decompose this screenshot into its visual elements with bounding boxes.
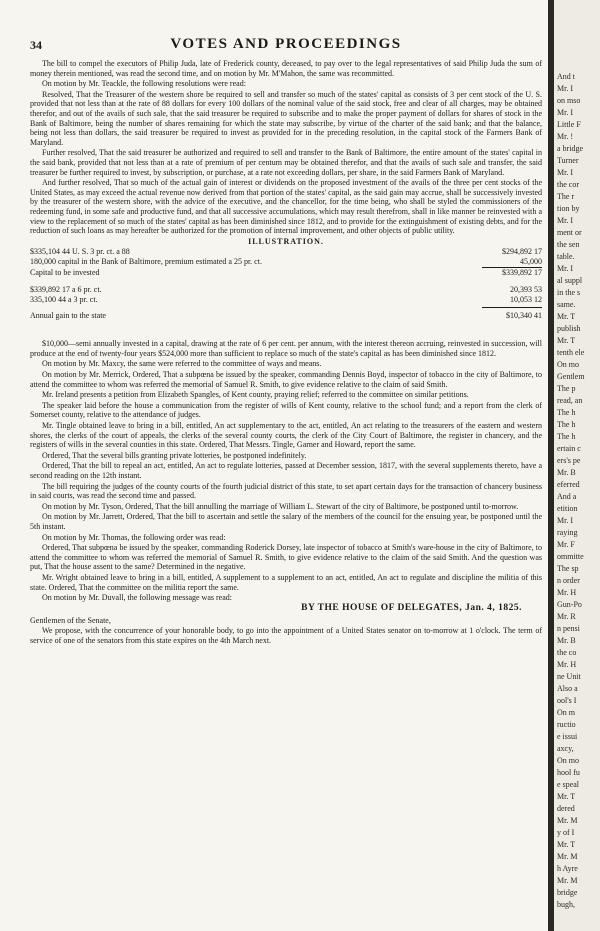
adjacent-page-fragment: e speal	[557, 780, 579, 789]
row-amount: $10,340 41	[506, 311, 542, 321]
adjacent-page-fragment: Mr. H	[557, 588, 577, 597]
adjacent-page-fragment: raying	[557, 528, 578, 537]
adjacent-page-fragment: ers's pe	[557, 456, 581, 465]
adjacent-page-fragment: Mr. B	[557, 636, 576, 645]
adjacent-page-fragment: Mr. B	[557, 468, 576, 477]
paragraph: On motion by Mr. Duvall, the following message was read:	[42, 593, 232, 603]
adjacent-page-fragment: etition	[557, 504, 578, 513]
paragraph: Further resolved, That the said treasurer be authorized and required to sell and transfer to the Bank of Baltimore, the entire amount of the states' capital in the said bank, provided that not less than at a rate of premium of per centum may be obtained therefor, and that the avails of such sale and transfer, the said treasurer be further required to invest, by subscription, or purchase, at a rate not exceeding dollars, per share, in the said Farmers Bank of Maryland.	[30, 148, 542, 177]
adjacent-page-fragment: Mr. H	[557, 660, 577, 669]
adjacent-page-fragment: The h	[557, 432, 576, 441]
adjacent-page-fragment: Mr. F	[557, 540, 575, 549]
adjacent-page-fragment: tenth ele	[557, 348, 585, 357]
adjacent-page-fragment: Turner	[557, 156, 579, 165]
paragraph: Ordered, That the bill to repeal an act, entitled, An act to regulate lotteries, passed at December session, 1817, with the several supplements thereto, have a second reading on the 12th instant.	[30, 461, 542, 480]
adjacent-page-edge	[554, 0, 600, 931]
message-heading-text: BY THE HOUSE OF DELEGATES, Jan. 4, 1825.	[301, 602, 522, 613]
adjacent-page-fragment: On mo	[557, 756, 579, 765]
adjacent-page-fragment: e issui	[557, 732, 578, 741]
bottom-paragraphs	[30, 339, 542, 602]
adjacent-page-fragment: Mr. I	[557, 108, 573, 117]
paragraph: On motion by Mr. Tyson, Ordered, That the bill annulling the marriage of William L. Stewart of the city of Baltimore, be postponed until to-morrow.	[42, 501, 519, 511]
row-label: Capital to be invested	[30, 268, 100, 278]
page-header	[30, 36, 542, 54]
adjacent-page-fragment: Mr. I	[557, 84, 573, 93]
paragraph: Resolved, That the Treasurer of the western shore be required to sell and transfer so much of the states' capital as consists of 3 per cent stock of the U. S. provided that not less than at the rate of 88 dollars for every 100 dollars of the nominal value of the said stock, free and clear of all charges, may be obtained therefor, and out of the avails of such sale, that the said treasurer be required to subscribe and to make the proper payment of dollars for shares of stock in the Bank of Baltimore, being the number of shares remaining for which the state may subscribe, by virtue of the charter of the said bank; and that the balance, being not less than dollars, the said treasurer be required to invest as provided for in the preceding resolution, in the capital stock of the Farmers Bank of Maryland.	[30, 89, 542, 147]
paragraph: The bill requiring the judges of the county courts of the fourth judicial district of this state, to set apart certain days for the transaction of chancery business in said courts, was read the second time and passed.	[30, 481, 542, 501]
adjacent-page-fragment: The sp	[557, 564, 579, 573]
table-row	[30, 311, 542, 321]
sum-rule	[482, 307, 542, 308]
adjacent-page-fragment: Mr. T	[557, 336, 576, 345]
adjacent-page-fragment: on mso	[557, 96, 581, 105]
adjacent-page-fragment: ommitte	[557, 552, 584, 561]
adjacent-page-fragment: axcy,	[557, 744, 574, 753]
adjacent-page-fragment: a bridge	[557, 144, 583, 153]
adjacent-page-fragment: hool fu	[557, 768, 580, 777]
message-heading	[30, 604, 542, 616]
message-salutation: Gentlemen of the Senate,	[30, 615, 111, 625]
row-label: 180,000 capital in the Bank of Baltimore, premium estimated a 25 pr. ct.	[30, 257, 262, 267]
adjacent-page-fragment: read, an	[557, 396, 583, 405]
adjacent-page-fragment: in the s	[557, 288, 581, 297]
table-row	[30, 268, 542, 278]
row-label: $335,104 44 U. S. 3 pr. ct. a 88	[30, 247, 130, 257]
adjacent-page-fragment: Little F	[557, 120, 581, 129]
table-row	[30, 247, 542, 257]
row-amount: 45,000	[520, 257, 542, 267]
illustration-heading: ILLUSTRATION.	[248, 236, 324, 246]
paragraph: Mr. Ireland presents a petition from Elizabeth Spangles, of Kent county, praying relief; referred to the committee on similar petitions.	[42, 390, 469, 400]
table-row	[30, 285, 542, 295]
table-row	[30, 295, 542, 305]
paragraph: On motion by Mr. Merrick, Ordered, That a subpœna be issued by the speaker, commanding Dennis Boyd, inspector of tobacco in the city of Baltimore, to attend the committee to whom was referred the memorial of Samuel R. Smith, to give evidence relative to the claim of said Smith.	[30, 370, 542, 389]
adjacent-page-fragment: publish	[557, 324, 581, 333]
row-amount: $339,892 17	[502, 268, 542, 278]
illustration-table	[30, 247, 542, 339]
paragraph: Ordered, That the several bills granting private lotteries, be postponed indefinitely.	[42, 450, 307, 460]
adjacent-page-fragment: ne Unit	[557, 672, 581, 681]
adjacent-page-fragment: bugh,	[557, 900, 575, 909]
table-row	[30, 257, 542, 267]
paragraph: On motion by Mr. Jarrett, Ordered, That the bill to ascertain and settle the salary of the members of the council for the ensuing year, be postponed until the 5th instant.	[30, 512, 542, 531]
adjacent-page-fragment: Mr. M	[557, 852, 578, 861]
adjacent-page-fragment: Mr. T	[557, 312, 576, 321]
paragraph: On motion by Mr. Maxcy, the same were referred to the committee of ways and means.	[42, 359, 322, 369]
row-amount: 20,393 53	[510, 285, 542, 295]
adjacent-page-fragment: Mr. I	[557, 216, 573, 225]
adjacent-page-fragment: The h	[557, 420, 576, 429]
message-text: We propose, with the concurrence of your honorable body, to go into the appointment of a United States senator on to-morrow at 1 o'clock. The term of service of one of the senators from this state expires on the 4th March next.	[30, 626, 542, 645]
adjacent-page-fragment: On m	[557, 708, 575, 717]
adjacent-page-fragment: And a	[557, 492, 577, 501]
paragraph: Mr. Tingle obtained leave to bring in a bill, entitled, An act supplementary to the act, entitled, An act relating to the treasurers of the eastern and western shores, the clerks of the court of appeals, the clerks of the several county courts, the clerk of the City Court of Baltimore, the register in chancery, and the registers of wills in the several counties in this state. Ordered, That Messrs. Tingle, Garner and Howard, report the same.	[30, 421, 542, 450]
adjacent-page-fragment: eferred	[557, 480, 580, 489]
adjacent-page-fragment: Mr. M	[557, 816, 578, 825]
paragraph: On motion by Mr. Teackle, the following resolutions were read:	[42, 79, 246, 89]
adjacent-page-fragment: the sen	[557, 240, 580, 249]
paragraph: The bill to compel the executors of Philip Juda, late of Frederick county, deceased, to pay over to the legal representatives of said Philip Juda the sum of money therein mentioned, was read the second time, and on motion by Mr. M'Mahon, the same was recommitted.	[30, 59, 542, 78]
page-number: 34	[30, 38, 42, 52]
row-label: Annual gain to the state	[30, 311, 106, 321]
adjacent-page-fragment: Mr. !	[557, 132, 573, 141]
paragraph: $10,000—semi annually invested in a capital, drawing at the rate of 6 per cent. per annum, with the interest thereon accruing, reinvested in succession, will produce at the end of twenty-four years $524,000 more than sufficient to replace so much of the state's capital as has been diminished since 1812.	[30, 339, 542, 358]
adjacent-page-fragment: h Ayre	[557, 864, 578, 873]
adjacent-page-fragment: y of I	[557, 828, 575, 837]
adjacent-page-fragment: And t	[557, 72, 575, 81]
adjacent-page-fragment: same.	[557, 300, 576, 309]
adjacent-page-fragment: n pensi	[557, 624, 580, 633]
adjacent-page-fragment: Also a	[557, 684, 578, 693]
adjacent-page-fragment: tion by	[557, 204, 580, 213]
adjacent-page-fragment: al suppl	[557, 276, 583, 285]
row-amount: 10,053 12	[510, 295, 542, 305]
adjacent-page-fragment: ment or	[557, 228, 582, 237]
adjacent-page-fragment: The r	[557, 192, 575, 201]
adjacent-page-fragment: Mr. T	[557, 840, 576, 849]
paragraph: Ordered, That subpœna be issued by the speaker, commanding Roderick Dorsey, late inspector of tobacco at Smith's ware-house in the city of Baltimore, to attend the committee to whom was referred the memorial of Samuel R. Smith, to give evidence relative to the claim of the said Smith. And the question was put, That the house assent to the same? Determined in the negative.	[30, 543, 542, 572]
adjacent-page-fragment: Gentlem	[557, 372, 585, 381]
paragraph: The speaker laid before the house a communication from the register of wills of Kent county, relative to the school fund; and a report from the clerk of Somerset county, relative to the attendance of judges.	[30, 400, 542, 420]
document-body	[30, 59, 542, 647]
adjacent-page-fragment: ertain c	[557, 444, 581, 453]
adjacent-page-fragment: the co	[557, 648, 577, 657]
adjacent-page-fragment: Mr. T	[557, 792, 576, 801]
paragraph: And further resolved, That so much of the actual gain of interest or dividends on the proposed investment of the avails of the three per cent stocks of the United States, as may exceed the actual revenue now derived from that portion of the states' capital, as the said gain may accrue, shall be successively invested by the treasurer of the western shore, with the advice of the executive, and the chancellor, for the time being, who shall be styled the commissioners of the redeeming fund, in some safe and productive fund, and that all successive accumulations, which may result therefrom, shall in like manner be reinvested with a view to the replacement of so much of the states' capital as has been diminished since 1812, and to provide for the extinguishment of existing debts, and for the reduction of such loans as may hereafter be authorized for the promotion of internal improvement, and other objects of public utility.	[30, 178, 542, 236]
row-label: 335,100 44 a 3 pr. ct.	[30, 295, 98, 305]
adjacent-page-fragment: Mr. R	[557, 612, 576, 621]
top-paragraphs	[30, 59, 542, 236]
paragraph: On motion by Mr. Thomas, the following order was read:	[42, 532, 226, 542]
adjacent-page-fragment: dered	[557, 804, 575, 813]
adjacent-page-fragment: Mr. M	[557, 876, 578, 885]
adjacent-page-fragment: n order	[557, 576, 580, 585]
adjacent-page-fragment: bridge	[557, 888, 578, 897]
adjacent-page-fragment: ool's I	[557, 696, 577, 705]
adjacent-page-fragment: table.	[557, 252, 575, 261]
row-amount: $294,892 17	[502, 247, 542, 257]
adjacent-page-fragment: On mo	[557, 360, 579, 369]
adjacent-page-fragment: Mr. I	[557, 168, 573, 177]
adjacent-page-fragment: The p	[557, 384, 576, 393]
adjacent-page-fragment: Mr. I	[557, 264, 573, 273]
adjacent-page-fragment: the cor	[557, 180, 579, 189]
adjacent-page-fragment: The h	[557, 408, 576, 417]
adjacent-page-fragment: Mr. I	[557, 516, 573, 525]
running-title: VOTES AND PROCEEDINGS	[170, 36, 402, 52]
row-label: $339,892 17 a 6 pr. ct.	[30, 285, 102, 295]
adjacent-page-fragment: ructio	[557, 720, 576, 729]
adjacent-page-fragment: Gun-Po	[557, 600, 582, 609]
paragraph: Mr. Wright obtained leave to bring in a bill, entitled, A supplement to a supplement to an act, entitled, An act to regulate and discipline the militia of this state. Ordered, That the committee on the militia report the same.	[30, 572, 542, 592]
